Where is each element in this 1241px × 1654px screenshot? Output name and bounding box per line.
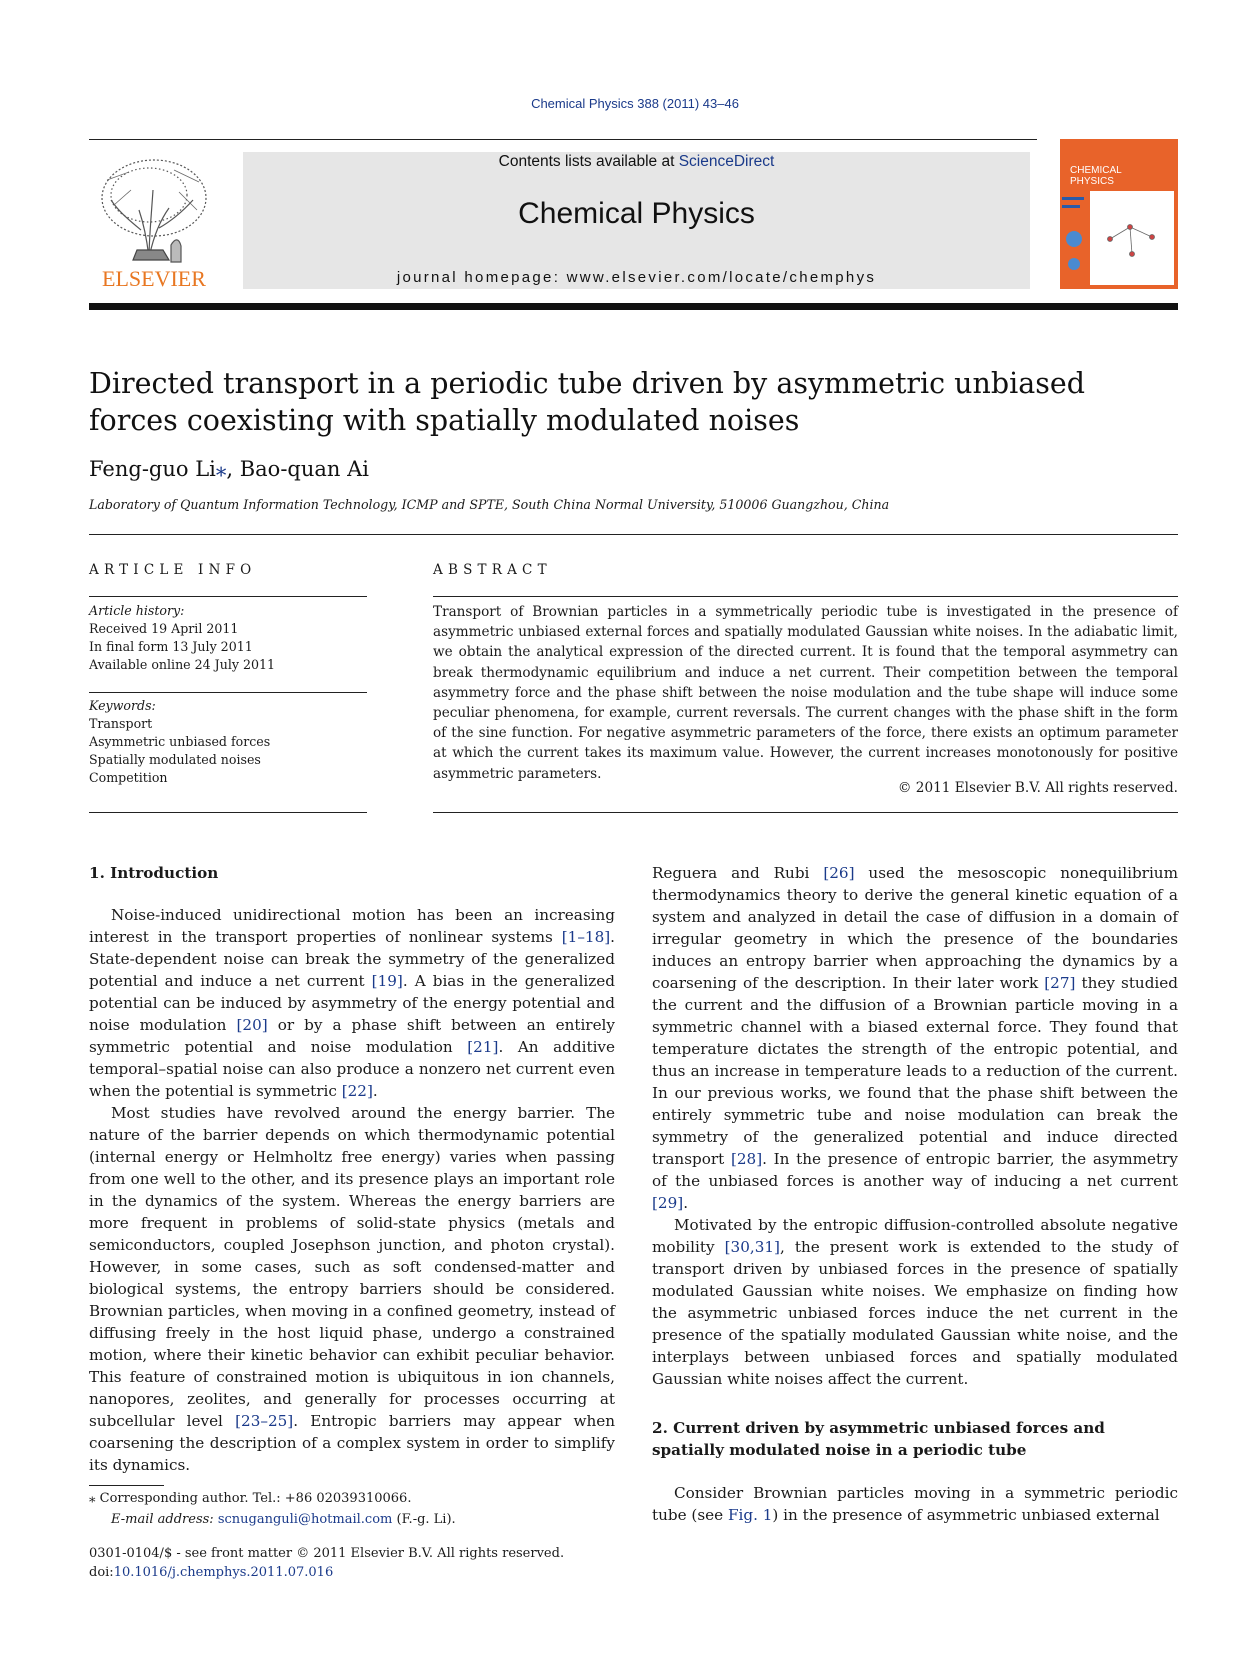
text-run: . Entropic barriers may appear when coarsening the description of a complex system in order to simplify its dynamics.	[89, 1412, 616, 1474]
cover-figure-panel	[1090, 191, 1174, 285]
header-thick-rule	[89, 303, 1178, 310]
text-run: used the mesoscopic nonequilibrium thermodynamics theory to derive the general kinetic equation of a system and analyzed in detail the case of diffusion in a domain of irregular geometry in which the presence of the boundaries induces an entropy barrier when approaching the dynamics by a coarsening of the description. In their later work	[652, 864, 1178, 992]
text-run: . An additive temporal–spatial noise can also produce a nonzero net current even when the potential is symmetric	[89, 1038, 616, 1100]
citation-link[interactable]: [27]	[1044, 974, 1076, 992]
affiliation-rule	[89, 534, 1178, 535]
keyword-item: Spatially modulated noises	[89, 752, 261, 767]
text-run: .	[683, 1194, 689, 1212]
figure-link[interactable]: Fig. 1	[727, 1506, 773, 1524]
citation-link[interactable]: [22]	[341, 1082, 373, 1100]
footnote-email-line	[89, 1509, 456, 1530]
footnote	[89, 1488, 456, 1530]
citation-link[interactable]: [19]	[371, 972, 403, 990]
history-online: Available online 24 July 2011	[89, 657, 276, 672]
email-link[interactable]: scnuganguli@hotmail.com	[217, 1512, 393, 1527]
citation-link[interactable]: [23–25]	[235, 1412, 294, 1430]
journal-homepage[interactable]: journal homepage: www.elsevier.com/locate/chemphys	[396, 269, 877, 286]
text-run: .	[372, 1082, 378, 1100]
front-matter-line: 0301-0104/$ - see front matter © 2011 Elsevier B.V. All rights reserved.	[89, 1546, 565, 1561]
top-rule	[89, 139, 1037, 140]
history-final-form: In final form 13 July 2011	[89, 639, 253, 654]
paragraph-3	[652, 862, 1178, 1214]
text-run: ) in the presence of asymmetric unbiased external	[772, 1506, 1160, 1524]
cover-title-line1: CHEMICAL	[1070, 165, 1122, 176]
abstract-heading: ABSTRACT	[433, 562, 552, 578]
email-label: E-mail address:	[111, 1512, 218, 1527]
abstract-copyright: © 2011 Elsevier B.V. All rights reserved.	[897, 780, 1178, 796]
article-title: Directed transport in a periodic tube driven by asymmetric unbiased forces coexisting with spatially modulated noises	[89, 367, 1085, 437]
author-list	[89, 457, 369, 481]
journal-name: Chemical Physics	[518, 197, 755, 230]
paragraph-5	[652, 1482, 1178, 1526]
keyword-item: Transport	[89, 716, 153, 731]
corresponding-author-mark[interactable]: ⁎	[215, 457, 227, 481]
article-info-rule-bottom	[89, 812, 367, 813]
footnote-rule	[89, 1485, 164, 1486]
citation-link[interactable]: [28]	[730, 1150, 763, 1168]
citation-link[interactable]: [26]	[823, 864, 855, 882]
text-run: . A bias in the generalized potential can be induced by asymmetry of the energy potential and noise modulation	[89, 972, 615, 1034]
author-2[interactable]: Bao-quan Ai	[239, 457, 369, 481]
section-1-heading: 1. Introduction	[89, 864, 219, 882]
text-run: Consider Brownian particles moving in a symmetric periodic tube (see	[652, 1484, 1178, 1524]
footnote-text: Corresponding author. Tel.: +86 02039310066.	[95, 1491, 412, 1506]
citation-link[interactable]: [21]	[467, 1038, 499, 1056]
journal-cover-image	[1060, 139, 1178, 289]
section-2-heading: 2. Current driven by asymmetric unbiased forces and spatially modulated noise in a periodic tube	[652, 1419, 1105, 1459]
author-separator: ,	[226, 457, 240, 481]
cover-blue-circle-2	[1068, 258, 1080, 270]
citation-link[interactable]: [29]	[652, 1194, 684, 1212]
citation-link[interactable]: [1–18]	[561, 928, 611, 946]
elsevier-logo	[89, 150, 219, 292]
article-info-heading: ARTICLE INFO	[89, 562, 257, 578]
article-info-rule-mid	[89, 692, 367, 693]
text-run: Motivated by the entropic diffusion-controlled absolute negative mobility	[652, 1216, 1178, 1256]
history-label: Article history:	[89, 603, 185, 618]
doi-link[interactable]: 10.1016/j.chemphys.2011.07.016	[113, 1565, 334, 1580]
citation-link[interactable]: [30,31]	[724, 1238, 780, 1256]
sciencedirect-link[interactable]: ScienceDirect	[678, 153, 775, 170]
article-info-rule-top	[89, 596, 367, 597]
abstract-rule-top	[433, 596, 1178, 597]
text-run: . State-dependent noise can break the symmetry of the generalized potential and induce a net current	[89, 928, 615, 990]
affiliation: Laboratory of Quantum Information Technology, ICMP and SPTE, South China Normal University, 510006 Guangzhou, China	[89, 497, 890, 512]
keywords-label: Keywords:	[89, 698, 156, 713]
front-matter-info	[89, 1544, 564, 1582]
text-run: Most studies have revolved around the energy barrier. The nature of the barrier depends on which thermodynamic potential (internal energy or Helmholtz free energy) varies when passing from one well to the other, and its presence plays an important role in the dynamics of the system. Whereas the energy barriers are more frequent in problems of solid-state physics (metals and semiconductors, coupled Josephson junction, and photon crystal). However, in some cases, such as soft condensed-matter and biological systems, the entropy barriers should be considered. Brownian particles, when moving in a confined geometry, instead of diffusing freely in the host liquid phase, undergo a constrained motion, where their kinetic behavior can exhibit peculiar behavior. This feature of constrained motion is ubiquitous in ion channels, nanopores, zeolites, and generally for processes occurring at subcellular level	[89, 1104, 615, 1430]
abstract-rule-bottom	[433, 812, 1178, 813]
contents-prefix: Contents lists available at	[498, 153, 679, 170]
keyword-item: Competition	[89, 770, 168, 785]
keyword-item: Asymmetric unbiased forces	[89, 734, 271, 749]
cover-blue-circle-1	[1066, 231, 1082, 247]
article-history	[89, 602, 275, 674]
text-run: Reguera and Rubi	[652, 864, 824, 882]
text-run: . In the presence of entropic barrier, the asymmetry of the unbiased forces is another way of inducing a net current	[652, 1150, 1178, 1190]
text-run: Noise-induced unidirectional motion has been an increasing interest in the transport properties of nonlinear systems	[89, 906, 615, 946]
paragraph-4	[652, 1214, 1178, 1390]
elsevier-tree-icon	[89, 150, 219, 292]
contents-line	[243, 153, 1030, 171]
doi-prefix: doi:	[89, 1565, 114, 1580]
email-suffix: (F.-g. Li).	[392, 1512, 456, 1527]
journal-citation[interactable]: Chemical Physics 388 (2011) 43–46	[531, 96, 739, 111]
cover-title-line2: PHYSICS	[1070, 176, 1114, 187]
footnote-mark: ⁎	[89, 1491, 96, 1506]
body-right-column	[652, 862, 1178, 1390]
history-received: Received 19 April 2011	[89, 621, 239, 636]
section-2-text	[652, 1482, 1178, 1526]
doi-line	[89, 1563, 564, 1582]
text-run: or by a phase shift between an entirely symmetric potential and noise modulation	[89, 1016, 615, 1056]
citation-link[interactable]: [20]	[236, 1016, 268, 1034]
abstract-text: Transport of Brownian particles in a symmetrically periodic tube is investigated in the presence of asymmetric unbiased external forces and spatially modulated Gaussian white noises. In the adiabatic limit, we obtain the analytical expression of the directed current. It is found that the temporal asymmetry can break thermodynamic equilibrium and induce a net current. Their competition between the temporal asymmetry force and the phase shift between the noise modulation and the tube shape will induce some peculiar phenomena, for example, current reversals. The current changes with the phase shift in the form of the sine function. For negative asymmetric parameters of the force, there exists an optimum parameter at which the current takes its maximum value. However, the current increases monotonously for positive asymmetric parameters.	[433, 604, 1178, 782]
paragraph-2	[89, 1102, 615, 1476]
body-left-column	[89, 904, 615, 1476]
text-run: , the present work is extended to the study of transport driven by unbiased forces in the presence of spatially modulated Gaussian white noises. We emphasize on finding how the asymmetric unbiased forces induce the net current in the presence of the spatially modulated Gaussian white noise, and the interplays between unbiased forces and spatially modulated Gaussian white noises affect the current.	[652, 1238, 1178, 1388]
keywords	[89, 697, 270, 787]
text-run: they studied the current and the diffusion of a Brownian particle moving in a symmetric channel with a biased external force. They found that temperature dictates the strength of the entropic potential, and thus an increase in temperature leads to a reduction of the current. In our previous works, we found that the phase shift between the entirely symmetric tube and noise modulation can break the symmetry of the generalized potential and induce directed transport	[652, 974, 1178, 1168]
elsevier-wordmark: ELSEVIER	[102, 266, 206, 291]
paragraph-1	[89, 904, 615, 1102]
author-1[interactable]: Feng-guo Li	[89, 457, 216, 481]
footnote-corresponding	[89, 1488, 456, 1509]
